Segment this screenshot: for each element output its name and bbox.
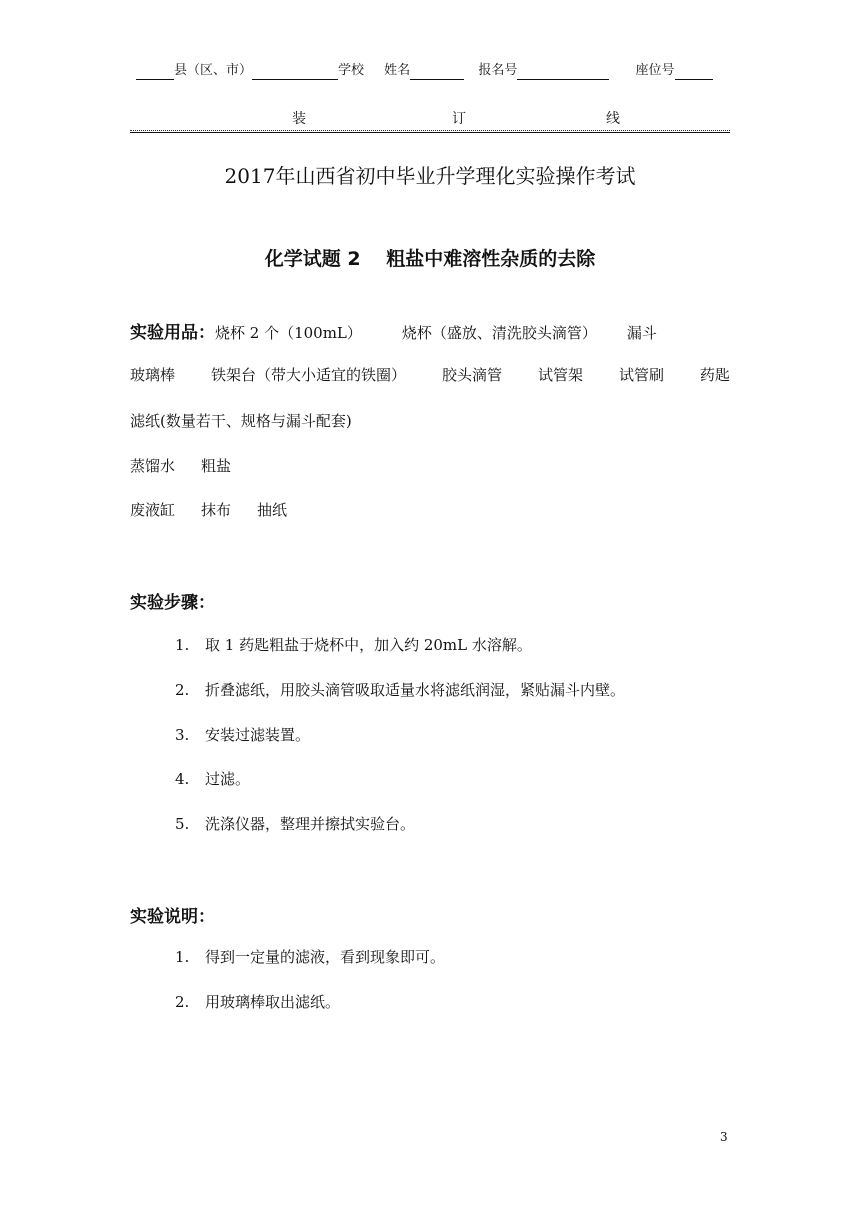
materials-label: 实验用品：	[130, 323, 215, 343]
note-text: 用玻璃棒取出滤纸。	[205, 993, 341, 1011]
step-number: 5.	[175, 815, 190, 833]
step-text: 安装过滤装置。	[205, 726, 311, 744]
binding-line	[130, 108, 730, 131]
step-text: 折叠滤纸，用胶头滴管吸取适量水将滤纸润湿，紧贴漏斗内壁。	[205, 681, 626, 699]
page-number: 3	[720, 1130, 728, 1144]
binding-char-2: 订	[450, 108, 468, 128]
seat-label: 座位号	[635, 63, 675, 78]
step-text: 过滤。	[205, 770, 251, 788]
step-number: 4.	[175, 770, 190, 788]
material-item: 粗盐	[201, 457, 232, 475]
note-number: 1.	[175, 948, 190, 966]
material-item: 铁架台（带大小适宜的铁圈）	[210, 366, 406, 384]
exam-header	[136, 62, 713, 80]
material-item: 抹布	[201, 501, 232, 519]
district-blank[interactable]	[252, 65, 338, 80]
school-label: 学校	[338, 63, 365, 78]
material-item: 漏斗	[626, 324, 657, 342]
material-item: 胶头滴管	[441, 366, 502, 384]
material-item: 试管架	[537, 366, 583, 384]
name-label: 姓名	[384, 63, 411, 78]
material-item: 废液缸	[130, 501, 176, 519]
step-item-4	[175, 768, 250, 789]
binding-char-3: 线	[604, 108, 622, 128]
note-text: 得到一定量的滤液，看到现象即可。	[205, 948, 446, 966]
step-item-1	[175, 634, 532, 655]
step-item-3	[175, 724, 310, 745]
seat-blank[interactable]	[675, 65, 713, 80]
material-item: 抽纸	[257, 501, 288, 519]
exam-title: 2017年山西省初中毕业升学理化实验操作考试	[224, 164, 636, 188]
materials-line-2	[130, 364, 730, 385]
note-item-1	[175, 946, 445, 967]
step-text: 取 1 药匙粗盐于烧杯中，加入约 20mL 水溶解。	[205, 636, 532, 654]
material-item: 烧杯 2 个（100mL）	[215, 324, 362, 342]
material-item: 蒸馏水	[130, 457, 176, 475]
exam-subtitle: 化学试题 2 粗盐中难溶性杂质的去除	[264, 248, 596, 270]
step-item-5	[175, 813, 415, 834]
county-blank[interactable]	[136, 65, 174, 80]
binding-char-1: 装	[290, 108, 308, 128]
binding-solid-rule	[130, 132, 730, 133]
notes-label: 实验说明：	[130, 907, 215, 927]
reg-blank[interactable]	[517, 65, 609, 80]
materials-line-1	[130, 318, 657, 343]
material-item: 药匙	[699, 366, 730, 384]
reg-label: 报名号	[478, 63, 518, 78]
step-number: 2.	[175, 681, 190, 699]
step-text: 洗涤仪器，整理并擦拭实验台。	[205, 815, 416, 833]
materials-line-3: 滤纸(数量若干、规格与漏斗配套)	[130, 412, 352, 430]
county-label: 县（区、市）	[174, 63, 253, 78]
materials-line-5	[130, 499, 730, 520]
step-number: 3.	[175, 726, 190, 744]
step-item-2	[175, 679, 625, 700]
steps-label: 实验步骤：	[130, 593, 215, 613]
name-blank[interactable]	[410, 65, 464, 80]
material-item: 玻璃棒	[130, 366, 176, 384]
materials-line-4	[130, 455, 730, 476]
material-item: 烧杯（盛放、清洗胶头滴管）	[401, 324, 597, 342]
note-item-2	[175, 991, 340, 1012]
material-item: 试管刷	[618, 366, 664, 384]
step-number: 1.	[175, 636, 190, 654]
note-number: 2.	[175, 993, 190, 1011]
